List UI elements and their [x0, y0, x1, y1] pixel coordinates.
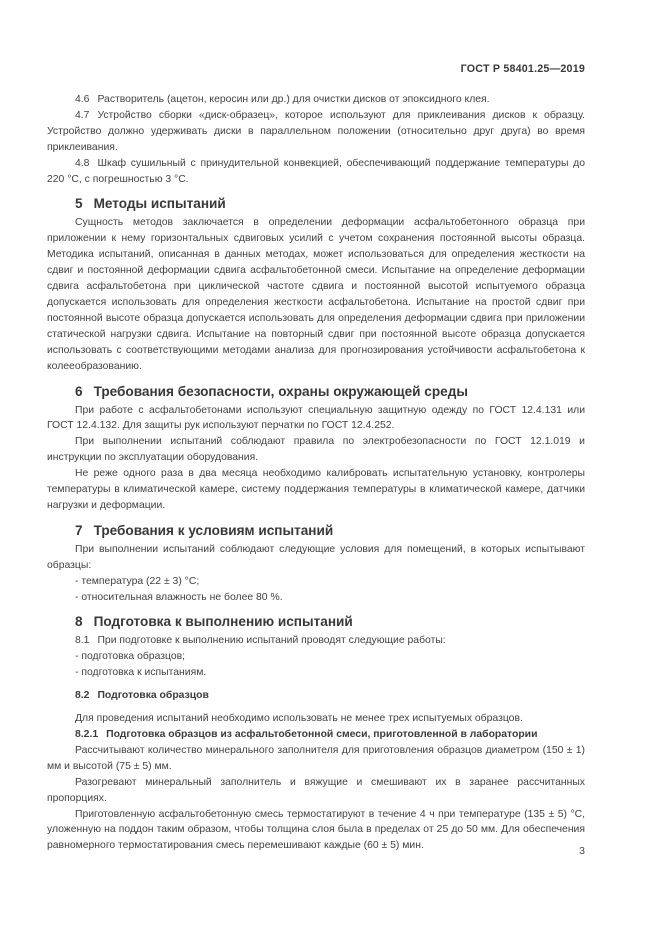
- clause-text: Устройство сборки «диск-образец», которое используют для приклеивания дисков к образцу. Устройство должно удерживать диски в параллельном положении (относительно друг друга) во время приклеивания.: [47, 109, 585, 153]
- section-6-paragraph-2: При выполнении испытаний соблюдают правила по электробезопасности по ГОСТ 12.1.019 и инструкции по эксплуатации оборудования.: [47, 436, 585, 464]
- section-5-paragraph: Сущность методов заключается в определении деформации асфальтобетонного образца при приложении к нему горизонтальных сдвиговых усилий с учетом сохранения постоянной высоты образца. Методика испытаний, описанная в данных методах, может использоваться для определения жесткости на сдвиг и постоянной деформации сдвига асфальтобетонной смеси. Испытание на определение деформации сдвига асфальтобетона при циклической частоте сдвига и постоянной высотой испытуемого образца допускается использовать для определения жесткости асфальтобетона. Испытание на простой сдвиг при постоянной высоте образца допускается использовать для определения деформации сдвига при приложении статической нагрузки сдвига. Испытание на повторный сдвиг при постоянной высоте образца допускается использовать с соответствующими методами анализа для прогнозирования устойчивости асфальтобетона к колееобразованию.: [47, 217, 585, 372]
- clause-number: 8.1: [75, 635, 90, 647]
- list-item: - подготовка образцов;: [75, 651, 186, 663]
- standard-designation-header: ГОСТ Р 58401.25—2019: [460, 63, 585, 75]
- subsection-title: Подготовка образцов из асфальтобетонной смеси, приготовленной в лаборатории: [106, 729, 538, 740]
- clause-number: 4.7: [75, 109, 90, 121]
- clause-4-7: [47, 108, 585, 156]
- section-title: Требования к условиям испытаний: [93, 522, 334, 538]
- subsection-number: 8.2.1: [75, 729, 99, 740]
- section-8-heading: [75, 613, 585, 630]
- subsection-8-2-heading: [75, 688, 585, 704]
- clause-text: При подготовке к выполнению испытаний проводят следующие работы:: [97, 635, 446, 647]
- clause-8-2-1-paragraph-2: Разогревают минеральный заполнитель и вяжущие и смешивают их в заранее рассчитанных пропорциях.: [47, 776, 585, 804]
- subsection-8-2-1-heading: [75, 727, 585, 743]
- clause-8-1: [47, 633, 585, 649]
- section-6-heading: [75, 383, 585, 400]
- subsection-number: 8.2: [75, 690, 90, 702]
- section-number: 8: [75, 614, 83, 630]
- section-number: 6: [75, 383, 83, 399]
- section-number: 5: [75, 196, 83, 212]
- list-item: - подготовка к испытаниям.: [75, 667, 207, 679]
- section-6-paragraph-1: При работе с асфальтобетонами используют специальную защитную одежду по ГОСТ 12.4.131 или ГОСТ 12.4.132. Для защиты рук используют перчатки по ГОСТ 12.4.252.: [47, 404, 585, 432]
- clause-4-8: [47, 156, 585, 188]
- section-7-heading: [75, 522, 585, 539]
- list-item: - относительная влажность не более 80 %.: [75, 591, 283, 603]
- section-6-paragraph-3: Не реже одного раза в два месяца необходимо калибровать испытательную установку, контролеры температуры в климатической камере, систему поддержания температуры в климатической камере, датчики нагрузки и деформации.: [47, 468, 585, 511]
- list-item: - температура (22 ± 3) °С;: [75, 575, 200, 587]
- clause-number: 4.8: [75, 157, 90, 169]
- clause-4-6: [47, 92, 585, 108]
- section-number: 7: [75, 522, 83, 538]
- section-title: Требования безопасности, охраны окружающей среды: [93, 383, 468, 399]
- clause-8-2-paragraph: Для проведения испытаний необходимо использовать не менее трех испытуемых образцов.: [75, 713, 523, 725]
- section-5-heading: [75, 195, 585, 212]
- section-title: Методы испытаний: [93, 196, 226, 212]
- clause-text: Растворитель (ацетон, керосин или др.) для очистки дисков от эпоксидного клея.: [97, 94, 490, 105]
- subsection-title: Подготовка образцов: [97, 690, 209, 702]
- clause-number: 4.6: [75, 94, 90, 105]
- section-title: Подготовка к выполнению испытаний: [93, 614, 353, 630]
- page-content: [47, 62, 585, 854]
- clause-8-2-1-paragraph-1: Рассчитывают количество минерального заполнителя для приготовления образцов диаметром (150 ± 1) мм и высотой (75 ± 5) мм.: [47, 744, 585, 772]
- section-7-paragraph: При выполнении испытаний соблюдают следующие условия для помещений, в которых испытывают образцы:: [47, 543, 585, 571]
- page-number: 3: [579, 845, 585, 857]
- clause-8-2-1-paragraph-3: Приготовленную асфальтобетонную смесь термостатируют в течение 4 ч при температуре (135 ± 5) °С, уложенную на поддон таким образом, чтобы толщина слоя была в пределах от 25 до 50 мм. Для обеспечения равномерного термостатирования смесь перемешивают каждые (60 ± 5) мин.: [47, 808, 585, 852]
- clause-text: Шкаф сушильный с принудительной конвекцией, обеспечивающий поддержание температуры до 220 °С, с погрешностью 3 °С.: [47, 157, 585, 185]
